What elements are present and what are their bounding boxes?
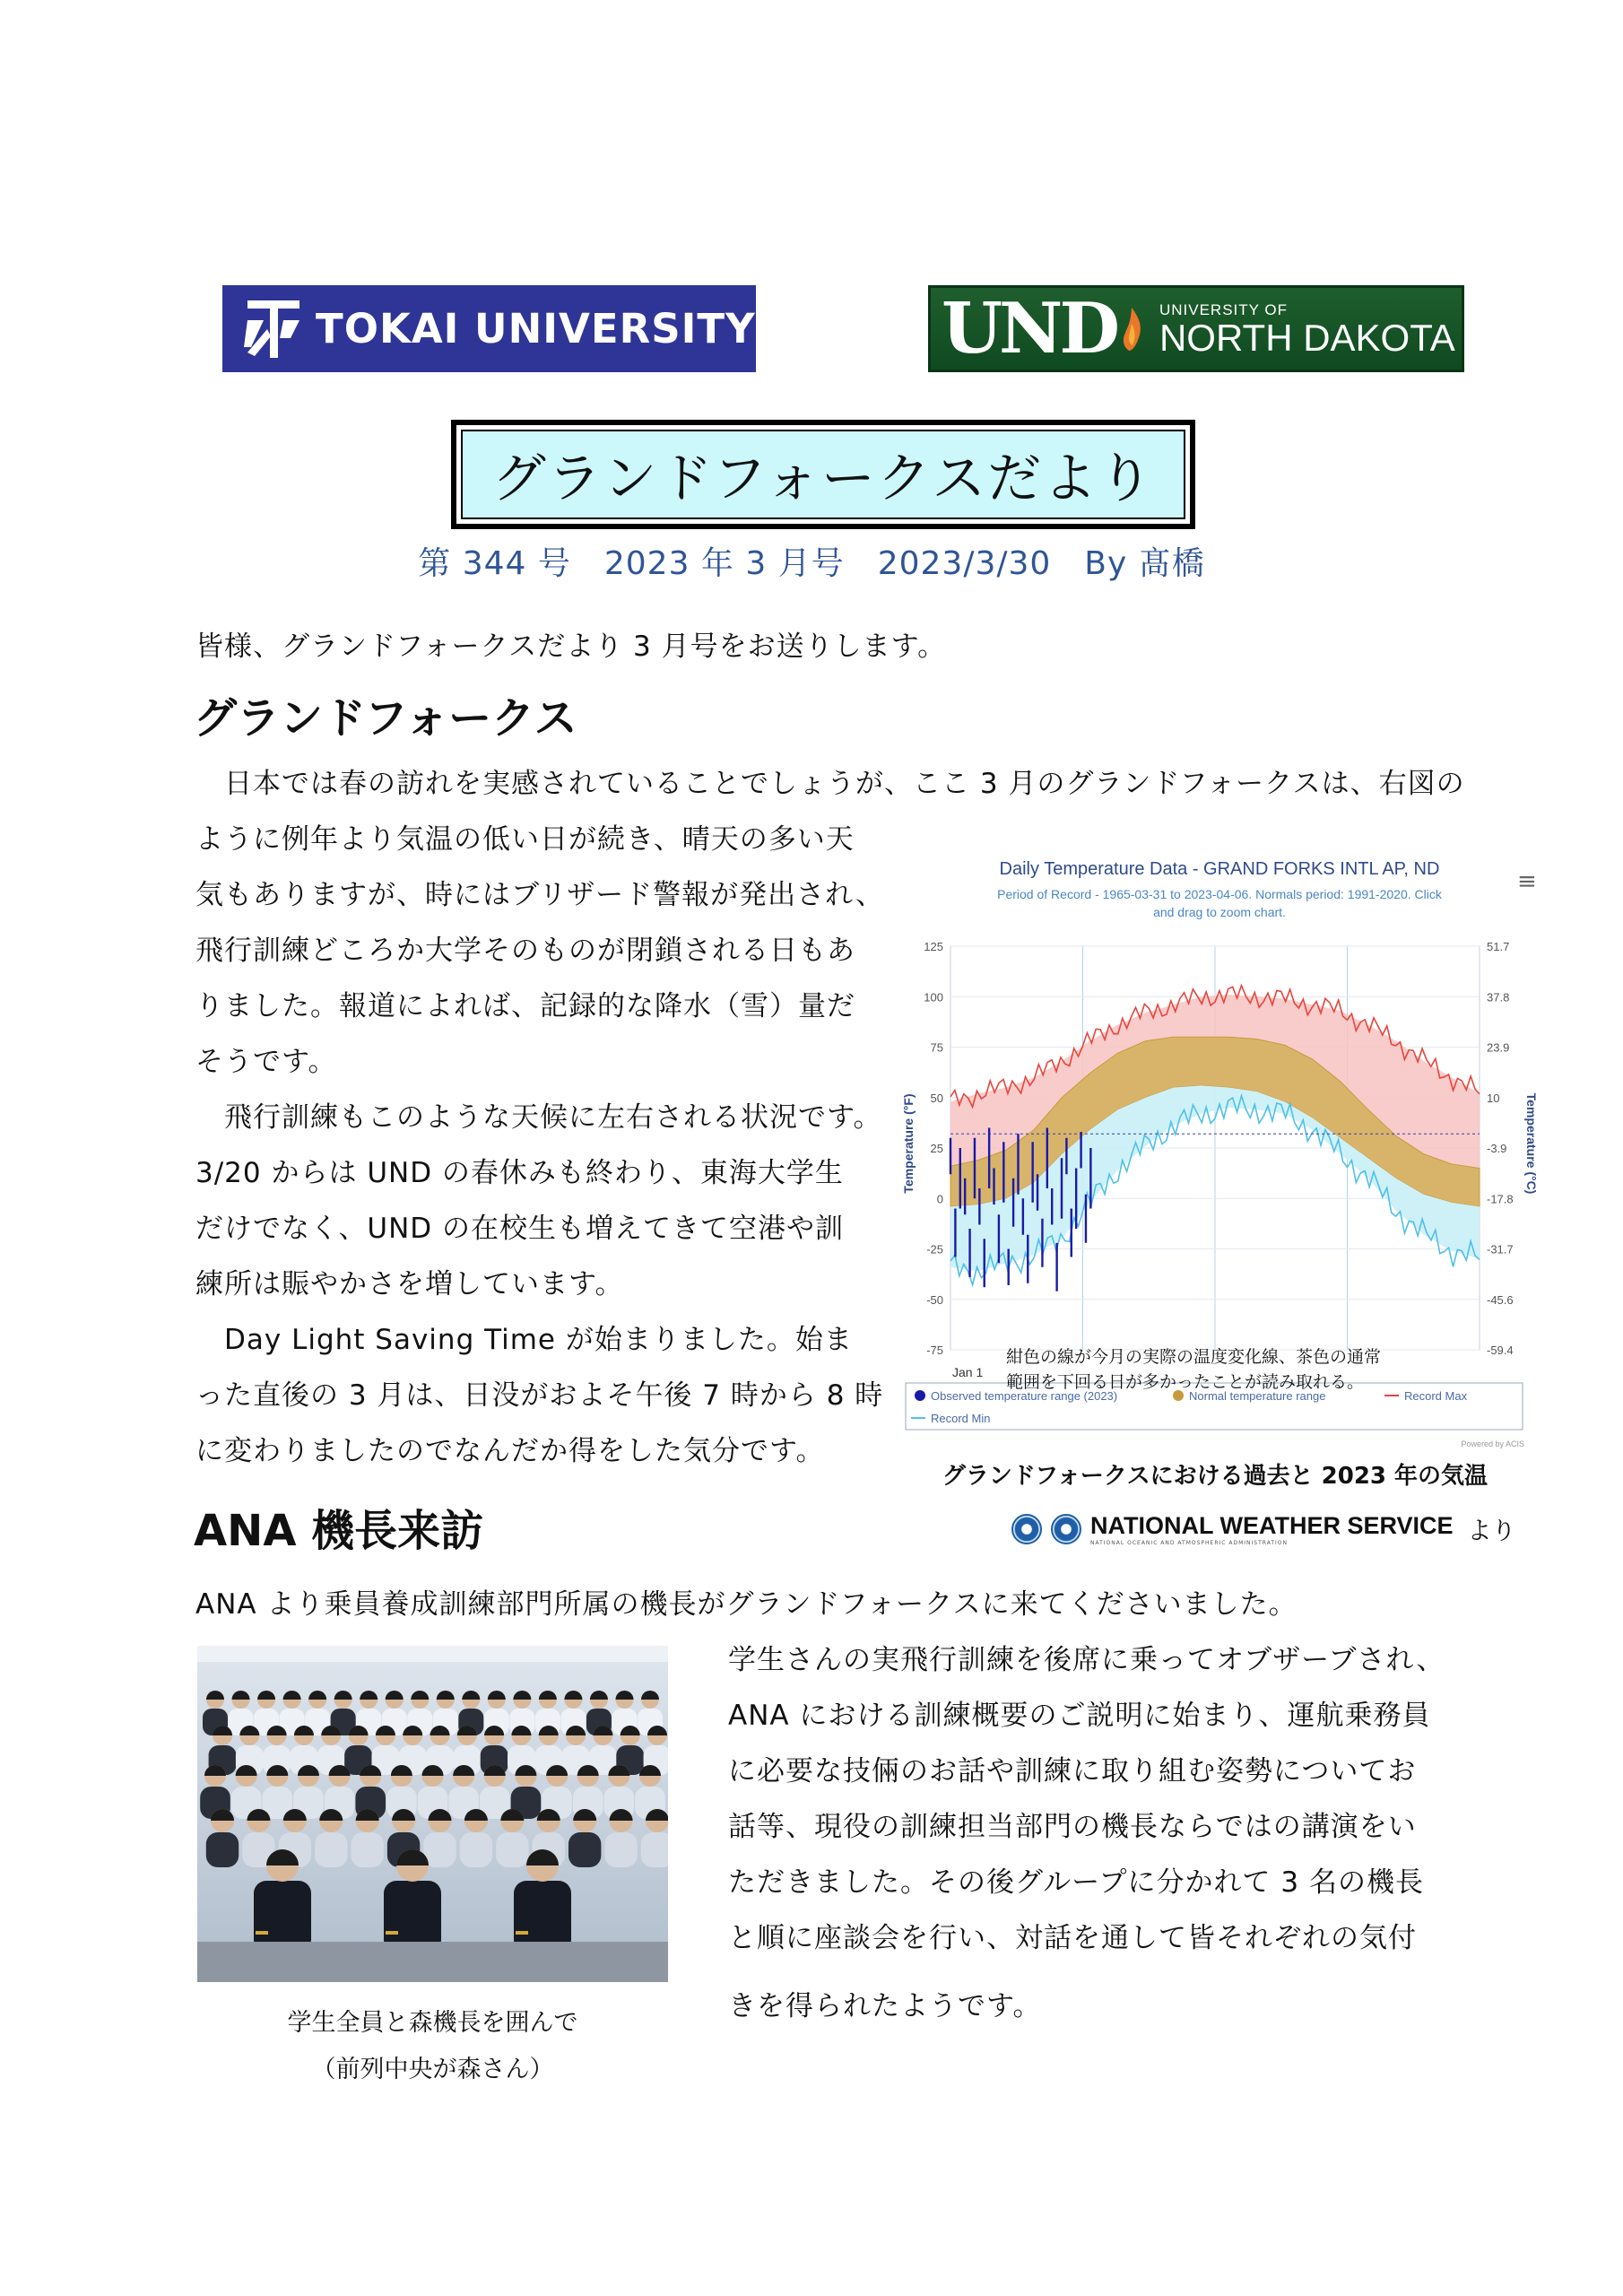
legend-record-min[interactable]: Record Min: [931, 1412, 991, 1425]
section2-heading: ANA 機長来訪: [194, 1506, 484, 1556]
und-logo: [928, 285, 1464, 372]
section2-line: と順に座談会を行い、対話を通して皆それぞれの気付: [728, 1922, 1417, 1954]
legend-observed[interactable]: Observed temperature range (2023): [931, 1389, 1118, 1403]
legend-observed-marker: [915, 1390, 925, 1401]
y-tick-label-right: -3.9: [1487, 1142, 1507, 1155]
section1-line: 飛行訓練どころか大学そのものが閉鎖される日もあ: [195, 935, 855, 967]
section1-line: Day Light Saving Time が始まりました。始ま: [195, 1324, 853, 1356]
y-tick-label-right: -31.7: [1487, 1242, 1514, 1257]
section1-line: ように例年より気温の低い日が続き、晴天の多い天: [195, 823, 855, 856]
newsletter-title-box: [451, 420, 1195, 529]
und-university-of: UNIVERSITY OF: [1159, 300, 1289, 318]
y-tick-label-left: -75: [926, 1344, 943, 1357]
section1-line: 飛行訓練もこのような天候に左右される状況です。: [195, 1101, 882, 1134]
photo-caption-2: （前列中央が森さん）: [311, 2056, 554, 2083]
person-body: [568, 1832, 601, 1867]
legend-normal[interactable]: Normal temperature range: [1189, 1389, 1326, 1403]
section1-line: 日本では春の訪れを実感されていることでしょうが、ここ 3 月のグランドフォークスは、右図の: [195, 768, 1465, 800]
und-mark: [942, 288, 1116, 370]
x-axis-first-label: Jan 1: [952, 1365, 984, 1379]
y-tick-label-left: 125: [924, 940, 943, 953]
y-tick-label-left: 75: [930, 1040, 943, 1055]
y-axis-label-left: Temperature (°F): [901, 1093, 916, 1194]
nws-credit: [1011, 1511, 1516, 1546]
noaa-seal-icon: [1011, 1514, 1042, 1544]
section1-line: った直後の 3 月は、日没がおよそ午後 7 時から 8 時: [195, 1379, 884, 1412]
chart-annotation: 範囲を下回る日が多かったことが読み取れる。: [1006, 1372, 1365, 1392]
section2-line: ただきました。その後グループに分かれて 3 名の機長: [728, 1866, 1424, 1899]
captain-sleeve-stripe: [386, 1931, 398, 1935]
y-tick-label-left: 100: [924, 990, 943, 1004]
group-photo: [197, 1646, 668, 1982]
nws-yori: より: [1467, 1518, 1516, 1545]
person-body: [351, 1832, 383, 1867]
y-tick-label-right: -59.4: [1487, 1344, 1514, 1357]
section1-line: 気もありますが、時にはブリザード警報が発出され、: [195, 879, 884, 911]
chart-title: Daily Temperature Data - GRAND FORKS INTL AP, ND: [999, 859, 1440, 879]
person-body: [604, 1832, 637, 1867]
newsletter-title: グランドフォークスだより: [461, 430, 1185, 519]
y-tick-label-right: -45.6: [1487, 1292, 1514, 1307]
y-tick-label-right: -17.8: [1487, 1192, 1514, 1206]
und-north-dakota: NORTH DAKOTA: [1159, 316, 1455, 359]
nws-name-block: [1090, 1512, 1454, 1546]
y-tick-label-right: 23.9: [1487, 1040, 1510, 1055]
tokai-emblem-icon: [240, 293, 305, 365]
chart-plot: [924, 940, 1513, 1357]
section2-line: ANA における訓練概要のご説明に始まり、運航乗務員: [728, 1700, 1431, 1732]
person-body: [641, 1832, 668, 1867]
person-body: [206, 1832, 239, 1867]
intro-text: 皆様、グランドフォークスだより 3 月号をお送りします。: [195, 631, 947, 663]
section2-line: 話等、現役の訓練担当部門の機長ならではの講演をい: [728, 1811, 1417, 1843]
person-body: [315, 1832, 347, 1867]
person-body: [423, 1832, 456, 1867]
temperature-chart[interactable]: [897, 848, 1542, 1457]
und-letters: UND: [942, 288, 1116, 370]
figure-caption: グランドフォークスにおける過去と 2023 年の気温: [942, 1463, 1488, 1490]
chart-credit: Powered by ACIS: [1461, 1439, 1524, 1448]
section1-line: そうです。: [195, 1046, 337, 1078]
section1-heading: グランドフォークス: [194, 693, 577, 744]
nws-name: NATIONAL WEATHER SERVICE: [1090, 1511, 1454, 1539]
nws-subname: NATIONAL OCEANIC AND ATMOSPHERIC ADMINISTRATION: [1090, 1539, 1288, 1546]
section1-line: に変わりましたのでなんだか得をした気分です。: [195, 1435, 825, 1467]
tokai-wordmark: TOKAI UNIVERSITY: [316, 305, 756, 352]
y-tick-label-left: -25: [926, 1242, 943, 1257]
y-tick-label-left: 50: [930, 1091, 943, 1105]
flame-icon: [1118, 306, 1145, 352]
group-photo-illustration: [197, 1646, 668, 1982]
captain-sleeve-stripe: [256, 1931, 268, 1935]
section2-line: に必要な技倆のお話や訓練に取り組む姿勢についてお: [728, 1755, 1417, 1787]
captain-sleeve-stripe: [516, 1931, 528, 1935]
section2-intro: ANA より乗員養成訓練部門所属の機長がグランドフォークスに来てくださいました。: [195, 1588, 1298, 1621]
issue-line: 第 344 号 2023 年 3 月号 2023/3/30 By 髙橋: [418, 545, 1205, 582]
und-names: [1159, 301, 1455, 357]
section1-line: 練所は賑やかさを増しています。: [195, 1268, 624, 1300]
chart-subtitle: Period of Record - 1965-03-31 to 2023-04-06. Normals period: 1991-2020. Click: [997, 887, 1442, 901]
y-tick-label-right: 37.8: [1487, 990, 1510, 1004]
y-tick-label-right: 51.7: [1487, 940, 1510, 953]
person-body: [460, 1832, 492, 1867]
y-tick-label-left: -50: [926, 1292, 943, 1307]
y-tick-label-left: 0: [936, 1192, 943, 1206]
tokai-university-logo: [222, 285, 756, 372]
nws-seal-icon: [1051, 1514, 1081, 1544]
legend-record-max[interactable]: Record Max: [1404, 1389, 1468, 1403]
person-body: [496, 1832, 528, 1867]
section2-line: 学生さんの実飛行訓練を後席に乗ってオブザーブされ、: [728, 1644, 1445, 1676]
y-tick-label-right: 10: [1487, 1091, 1500, 1105]
y-axis-label-right: Temperature (°C): [1524, 1092, 1539, 1195]
y-tick-label-left: 25: [930, 1142, 943, 1155]
chart-annotation: 紺色の線が今月の実際の温度変化線、茶色の通常: [1006, 1347, 1382, 1367]
section1-line: りました。報道によれば、記録的な降水（雪）量だ: [195, 990, 855, 1022]
section1-line: 3/20 からは UND の春休みも終わり、東海大学生: [195, 1157, 844, 1189]
chart-subtitle: and drag to zoom chart.: [1153, 905, 1286, 919]
menu-icon[interactable]: ≡: [1517, 868, 1537, 895]
section1-line: だけでなく、UND の在校生も増えてきて空港や訓: [195, 1213, 844, 1245]
section2-line: きを得られたようです。: [728, 1990, 1042, 2022]
photo-caption-1: 学生全員と森機長を囲んで: [287, 2009, 578, 2037]
